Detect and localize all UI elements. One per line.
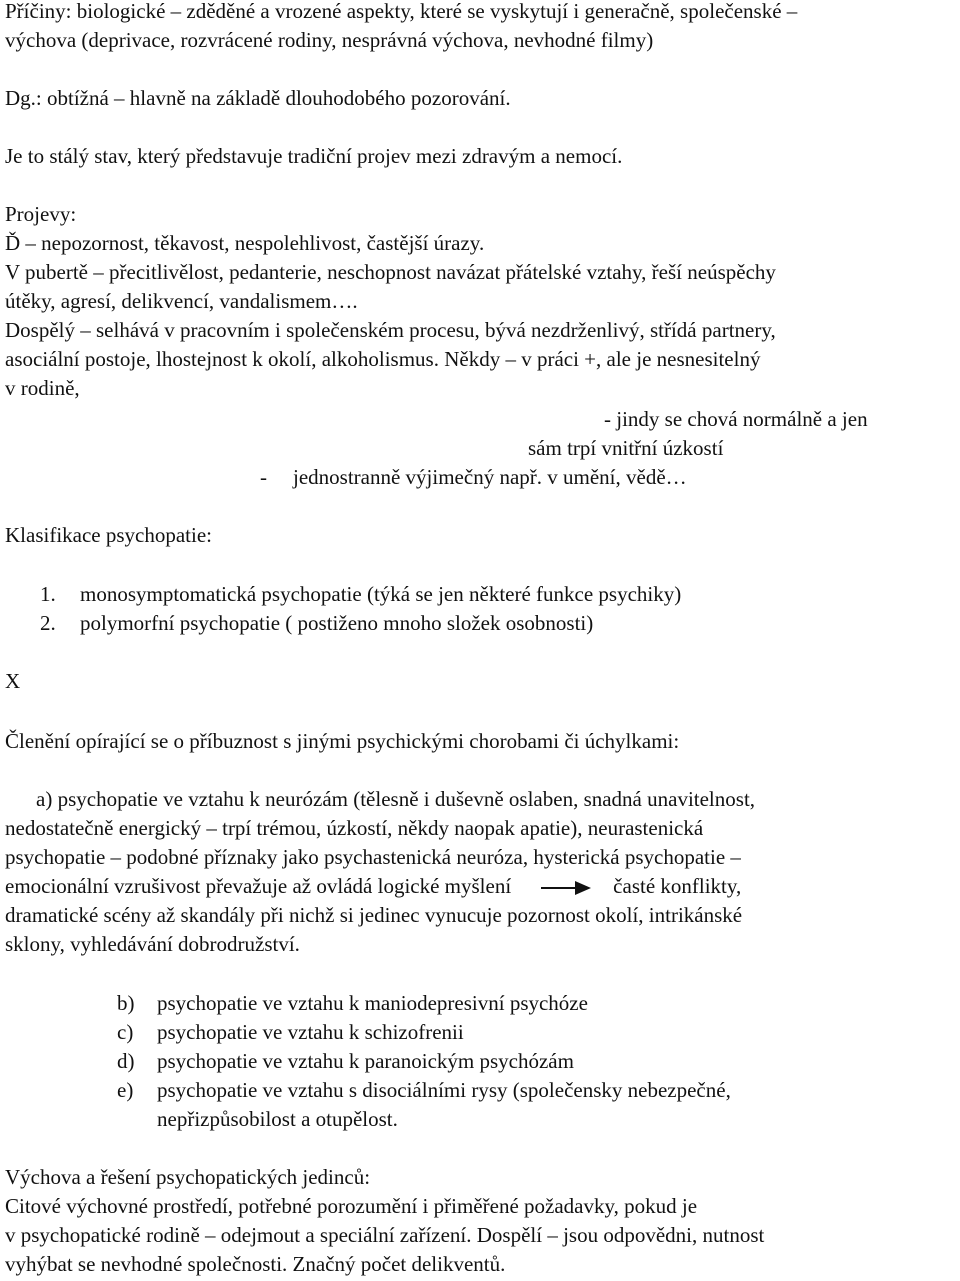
symptoms-puberty-1: V pubertě – přecitlivělost, pedanterie, neschopnost navázat přátelské vztahy, řeší neúspěchy <box>5 260 776 284</box>
state-line: Je to stálý stav, který představuje tradiční projev mezi zdravým a nemocí. <box>5 144 623 168</box>
division-item-e: e) psychopatie ve vztahu s disociálními rysy (společensky nebezpečné, <box>117 1078 731 1102</box>
division-a-line-5: dramatické scény až skandály při nichž si jedinec vynucuje pozornost okolí, intrikánské <box>5 903 743 927</box>
division-item-e-cont: nepřizpůsobilost a otupělost. <box>157 1107 398 1131</box>
division-heading: Členění opírající se o příbuznost s jinými psychickými chorobami či úchylkami: <box>5 729 680 753</box>
division-item-b: b) psychopatie ve vztahu k maniodepresivní psychóze <box>117 991 588 1015</box>
symptoms-child: Ď – nepozornost, těkavost, nespolehlivost, častější úrazy. <box>5 231 485 255</box>
causes-line-2: výchova (deprivace, rozvrácené rodiny, nesprávná výchova, nevhodné filmy) <box>5 28 654 52</box>
symptoms-adult-3: v rodině, <box>5 376 80 400</box>
symptoms-adult-1: Dospělý – selhává v pracovním i společenském procesu, bývá nezdrženlivý, střídá partnery, <box>5 318 776 342</box>
division-item-d: d) psychopatie ve vztahu k paranoickým psychózám <box>117 1049 574 1073</box>
division-a-line-4: emocionální vzrušivost převažuje až ovládá logické myšlení časté konflikty, <box>5 872 741 903</box>
classification-item-2: 2. polymorfní psychopatie ( postiženo mnoho složek osobnosti) <box>40 611 594 635</box>
division-item-a: a) psychopatie ve vztahu k neurózám (tělesně i duševně oslaben, snadná unavitelnost, <box>36 787 756 811</box>
symptoms-sometimes-2: sám trpí vnitřní úzkostí <box>528 436 724 460</box>
one-sided-text: jednostranně výjimečný např. v umění, vědě… <box>293 465 687 489</box>
classification-mark: X <box>5 669 21 693</box>
upbringing-line-3: vyhýbat se nevhodné společnosti. Značný počet delikventů. <box>5 1252 506 1276</box>
division-a-line-2: nedostatečně energický – trpí trémou, úzkostí, někdy naopak apatie), neurastenická <box>5 816 704 840</box>
symptoms-sometimes-1: - jindy se chová normálně a jen <box>604 407 868 431</box>
upbringing-line-1: Citové výchovné prostředí, potřebné porozumění i přiměřené požadavky, pokud je <box>5 1194 698 1218</box>
division-a-line-3: psychopatie – podobné příznaky jako psychastenická neuróza, hysterická psychopatie – <box>5 845 741 869</box>
upbringing-line-2: v psychopatické rodině – odejmout a speciální zařízení. Dospělí – jsou odpovědni, nutnost <box>5 1223 765 1247</box>
classification-heading: Klasifikace psychopatie: <box>5 523 213 547</box>
classification-item-1: 1. monosymptomatická psychopatie (týká se jen některé funkce psychiky) <box>40 582 682 606</box>
one-sided-dash: - <box>260 465 267 489</box>
causes-line-1: Příčiny: biologické – zděděné a vrozené aspekty, které se vyskytují i generačně, společenské – <box>5 0 798 23</box>
diagnosis-line: Dg.: obtížná – hlavně na základě dlouhodobého pozorování. <box>5 86 511 110</box>
division-a-line-6: sklony, vyhledávání dobrodružství. <box>5 932 300 956</box>
symptoms-adult-2: asociální postoje, lhostejnost k okolí, alkoholismus. Někdy – v práci +, ale je nesnesitelný <box>5 347 761 371</box>
upbringing-heading: Výchova a řešení psychopatických jedinců: <box>5 1165 371 1189</box>
symptoms-puberty-2: útěky, agresí, delikvencí, vandalismem…. <box>5 289 358 313</box>
division-item-c: c) psychopatie ve vztahu k schizofrenii <box>117 1020 464 1044</box>
arrow-right-icon <box>541 874 591 903</box>
symptoms-heading: Projevy: <box>5 202 77 226</box>
symptoms-one-sided <box>260 463 687 492</box>
